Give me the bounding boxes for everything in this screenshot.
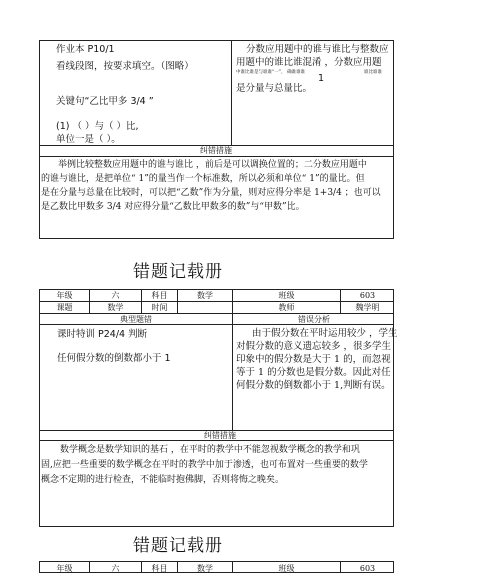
- s1-measures-p3: 是在分量与总量在比较时，可以把“乙数”作为分量，则对应得分率是 1+3/4 ；也可以: [41, 188, 381, 198]
- s1-measures-p1: 举例比较整数应用题中的谁与谁比 ，前后是可以调换位置的；二分数应用题中: [58, 160, 367, 170]
- section1-hline2: [39, 156, 394, 157]
- s2-hdr-class: 603: [359, 291, 376, 300]
- s1-left-line4: (1) （ ）与（ ）比,: [56, 121, 139, 132]
- s2-hdr-time: [178, 302, 233, 313]
- s2-hdr-teacher: 魏学明: [355, 303, 380, 312]
- s2-right-line3: 印象中的假分数是大于 1 的，而忽视: [236, 354, 391, 365]
- s1-measures-p2: 的谁与谁比，是把单位“ 1”的量当作一个标准数，所以必须和单位“ 1”的量比。但: [41, 174, 365, 184]
- s1-measures-label: 纠错措施: [200, 146, 232, 155]
- s2-hdr-subject: 数学: [178, 290, 233, 301]
- s2-measures-label: 纠错措施: [204, 431, 236, 440]
- s3-header-row: [40, 562, 393, 573]
- s1-right-tiny-b: 谁比谁谁: [364, 70, 382, 75]
- s1-left-line5: 单位一是（ ）。: [56, 134, 121, 145]
- s2-header-row-2: [40, 302, 393, 314]
- s3-hdr-grade-label: 年级: [40, 562, 90, 573]
- s2-measures-p3: 概念不定期的进行检查，不能临时抱佛脚，否则将悔之晚矣。: [41, 475, 285, 485]
- page-title-1: 错题记载册: [133, 262, 223, 282]
- s1-measures-p4: 是乙数比甲数多 3/4 对应得分量“乙数比甲数多的数”与“甲数”比。: [41, 202, 305, 212]
- s1-left-line3: 关键句“乙比甲多 3/4 ”: [56, 96, 154, 107]
- s2-hdr-grade-label: 年级: [40, 290, 90, 301]
- s1-left-line1: 作业本 P10/1: [56, 44, 115, 55]
- s1-right-line2: 用题中的谁比谁混淆 ，分数应用题: [236, 57, 382, 68]
- s2-left-line2: 任何假分数的倒数都小于 1: [57, 353, 171, 364]
- s2-right-line4: 等于 1 的分数也是假分数。因此对任: [236, 367, 391, 378]
- s1-right-line3: 是分量与总量比。: [236, 83, 313, 94]
- s2-body-divider: [232, 324, 233, 430]
- s1-left-line2: 看线段图，按要求填空。（图略）: [56, 61, 194, 72]
- s2-hdr-topic: 数学: [90, 302, 142, 313]
- s2-hdr-teacher-label: 教师: [233, 302, 341, 313]
- s1-right-line1: 分数应用题中的谁与谁比与整数应: [246, 44, 389, 55]
- s2-left-line1: 课时特训 P24/4 判断: [57, 329, 148, 340]
- s3-hdr-class-label: 班级: [233, 562, 341, 573]
- s3-hdr-grade: 六: [90, 562, 142, 573]
- s3-hdr-subject: 数学: [178, 562, 233, 573]
- section3-table: [39, 561, 394, 573]
- s2-analysis-label: 错误分析: [298, 314, 330, 324]
- s2-header-row: [40, 290, 393, 302]
- section1-divider: [231, 40, 232, 145]
- page-title-2: 错题记载册: [133, 536, 223, 556]
- s1-right-tiny-a: 中谁比谁是与谁谁“一”， 确谁谁谁: [236, 70, 306, 75]
- s2-hdr-time-label: 时间: [142, 302, 178, 313]
- s2-right-line2: 对假分数的意义遗忘较多 ，很多学生: [236, 341, 392, 352]
- section2-table: [39, 289, 394, 527]
- s2-right-line5: 何假分数的倒数都小于 1,判断有误。: [236, 380, 391, 391]
- s2-hdr-topic-label: 课题: [40, 302, 90, 313]
- s3-hdr-subject-label: 科目: [142, 562, 178, 573]
- s1-right-one: 1: [318, 73, 325, 84]
- s2-hdr-grade: 六: [90, 290, 142, 301]
- s2-right-line1: 由于假分数在平时运用较少 ，学生: [252, 328, 398, 339]
- s2-hdr-class-label: 班级: [233, 290, 341, 301]
- s2-hdr-subject-label: 科目: [142, 290, 178, 301]
- s2-measures-p1: 数学概念是数学知识的基石 ，在平时的教学中不能忽视数学概念的教学和巩: [60, 445, 360, 455]
- s2-section-labels-row: [40, 314, 393, 325]
- s2-measures-p2: 固,应把一些重要的数学概念在平时的教学中加于渗透，也可布置对一些重要的数学: [41, 460, 368, 470]
- s3-hdr-class: 603: [359, 563, 376, 573]
- s2-typical-label: 典型题错: [40, 314, 233, 324]
